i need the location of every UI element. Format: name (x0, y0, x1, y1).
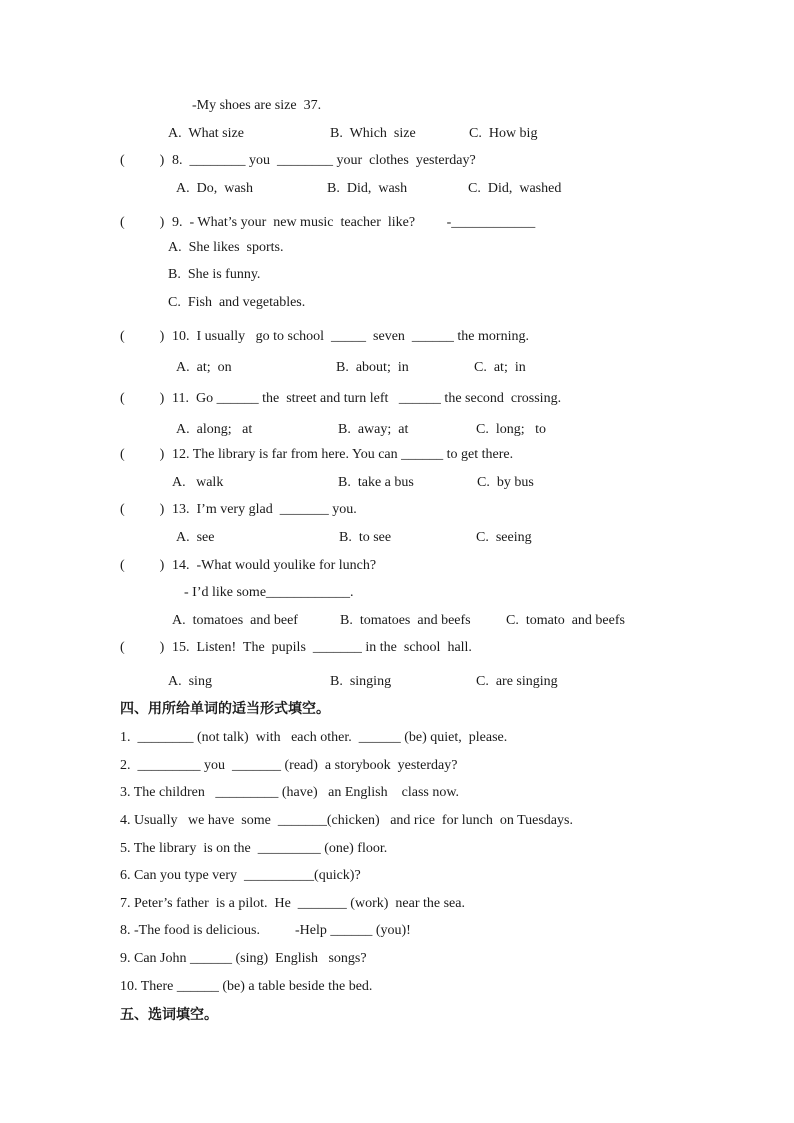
q14-option-a: A. tomatoes and beef (172, 613, 298, 628)
q7-option-c: C. How big (469, 126, 538, 141)
q9-answer-paren[interactable]: ( ) (120, 215, 165, 230)
q8-stem: 8. ________ you ________ your clothes yesterday? (172, 153, 476, 168)
q12-option-a: A. walk (172, 475, 224, 490)
q14-option-b: B. tomatoes and beefs (340, 613, 471, 628)
q7-option-b: B. Which size (330, 126, 416, 141)
q12-option-c: C. by bus (477, 475, 534, 490)
q11-answer-paren[interactable]: ( ) (120, 391, 165, 406)
q13-option-c: C. seeing (476, 530, 532, 545)
q14-answer-paren[interactable]: ( ) (120, 558, 165, 573)
q9-option-c: C. Fish and vegetables. (168, 295, 306, 310)
q13-stem: 13. I’m very glad _______ you. (172, 502, 357, 517)
q11-option-a: A. along; at (176, 422, 253, 437)
q11-option-c: C. long; to (476, 422, 547, 437)
q11-option-b: B. away; at (338, 422, 409, 437)
q15-option-a: A. sing (168, 674, 212, 689)
q15-option-b: B. singing (330, 674, 392, 689)
q10-option-b: B. about; in (336, 360, 409, 375)
q7-option-a: A. What size (168, 126, 244, 141)
fill-item-1: 1. ________ (not talk) with each other. ______ (be) quiet, please. (120, 730, 508, 745)
q15-answer-paren[interactable]: ( ) (120, 640, 165, 655)
fill-item-3: 3. The children _________ (have) an English class now. (120, 785, 460, 800)
q8-option-c: C. Did, washed (468, 181, 562, 196)
q10-answer-paren[interactable]: ( ) (120, 329, 165, 344)
section5-heading: 五、选词填空。 (120, 1007, 218, 1023)
q12-answer-paren[interactable]: ( ) (120, 447, 165, 462)
q13-option-b: B. to see (339, 530, 392, 545)
q8-option-b: B. Did, wash (327, 181, 408, 196)
fill-item-8: 8. -The food is delicious. -Help ______ (you)! (120, 923, 411, 938)
q10-stem: 10. I usually go to school _____ seven ______ the morning. (172, 329, 529, 344)
q15-option-c: C. are singing (476, 674, 558, 689)
fill-item-6: 6. Can you type very __________(quick)? (120, 868, 361, 883)
fill-item-9: 9. Can John ______ (sing) English songs? (120, 951, 367, 966)
fill-item-5: 5. The library is on the _________ (one) floor. (120, 841, 388, 856)
q11-stem: 11. Go ______ the street and turn left ______ the second crossing. (172, 391, 562, 406)
q8-option-a: A. Do, wash (176, 181, 253, 196)
q10-option-c: C. at; in (474, 360, 526, 375)
section4-heading: 四、用所给单词的适当形式填空。 (120, 701, 330, 717)
q9-option-b: B. She is funny. (168, 267, 261, 282)
q13-option-a: A. see (176, 530, 215, 545)
fill-item-10: 10. There ______ (be) a table beside the bed. (120, 979, 373, 994)
q14-answer-line: - I’d like some____________. (184, 585, 354, 600)
q12-stem: 12. The library is far from here. You can ______ to get there. (172, 447, 514, 462)
q8-answer-paren[interactable]: ( ) (120, 153, 165, 168)
q12-option-b: B. take a bus (338, 475, 414, 490)
fill-item-4: 4. Usually we have some _______(chicken) and rice for lunch on Tuesdays. (120, 813, 573, 828)
q15-stem: 15. Listen! The pupils _______ in the school hall. (172, 640, 472, 655)
q10-option-a: A. at; on (176, 360, 232, 375)
q7-answer-line: -My shoes are size 37. (192, 98, 322, 113)
q9-option-a: A. She likes sports. (168, 240, 284, 255)
q14-option-c: C. tomato and beefs (506, 613, 625, 628)
fill-item-2: 2. _________ you _______ (read) a storybook yesterday? (120, 758, 458, 773)
q14-stem: 14. -What would youlike for lunch? (172, 558, 377, 573)
fill-item-7: 7. Peter’s father is a pilot. He _______ (work) near the sea. (120, 896, 465, 911)
q13-answer-paren[interactable]: ( ) (120, 502, 165, 517)
q9-stem: 9. - What’s your new music teacher like? -____________ (172, 215, 536, 230)
